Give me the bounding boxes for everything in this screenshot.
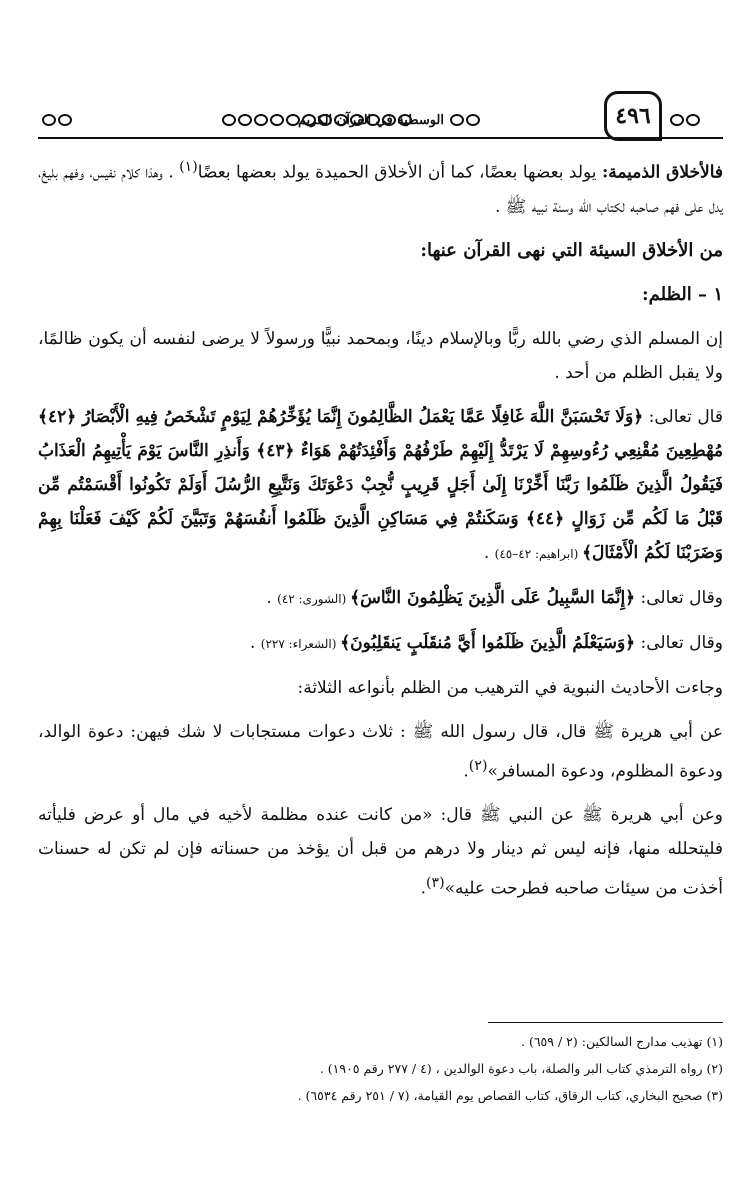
quran-quote-3: وقال تعالى: ﴿وَسَيَعْلَمُ الَّذِينَ ظَلَمُوا أَيَّ مُنقَلَبٍ يَنقَلِبُونَ﴾ (الشعراء: ٢٢٧) . <box>249 632 723 653</box>
footnote: (٢) رواه الترمذي كتاب البر والصلة، باب دعوة الوالدين ، (٤ / ٢٧٧ رقم ١٩٠٥) . <box>319 1061 723 1076</box>
footnotes <box>38 1028 723 1109</box>
verse-reference: (الشورى: ٤٢) <box>277 591 351 606</box>
ornament-icon <box>450 113 480 127</box>
paragraph-1: فالأخلاق الذميمة: يولد بعضها بعضًا، كما أن الأخلاق الحميدة يولد بعضها بعضًا$^{(١)}$ . وهذا كلام نفيس، وفهم بليغ، يدل على فهم صاحبه لكتاب الله وسنة نبيه ﷺ . <box>38 159 724 217</box>
running-title: الوسطية في القرآن الكريم <box>297 113 444 128</box>
footnote-ref: (١) <box>179 159 198 175</box>
header-rule <box>38 137 723 139</box>
footnote-rule <box>488 1022 723 1023</box>
term: فالأخلاق الذميمة: <box>601 162 724 183</box>
page-body <box>38 150 723 916</box>
quran-quote-1: قال تعالى: ﴿وَلَا تَحْسَبَنَّ اللَّهَ غَافِلًا عَمَّا يَعْمَلُ الظَّالِمُونَ إِنَّمَا يُؤَخِّرُهُمْ لِيَوْمٍ تَشْخَصُ فِيهِ الْأَبْصَارُ ﴿٤٢﴾ مُهْطِعِينَ مُقْنِعِي رُءُوسِهِمْ لَا يَرْتَدُّ إِلَيْهِمْ طَرْفُهُمْ وَأَفْئِدَتُهُمْ هَوَاءٌ ﴿٤٣﴾ وَأَنذِرِ النَّاسَ يَوْمَ يَأْتِيهِمُ الْعَذَابُ فَيَقُولُ الَّذِينَ ظَلَمُوا رَبَّنَا أَخِّرْنَا إِلَىٰ أَجَلٍ قَرِيبٍ نُّجِبْ دَعْوَتَكَ وَنَتَّبِعِ الرُّسُلَ أَوَلَمْ تَكُونُوا أَقْسَمْتُم مِّن قَبْلُ مَا لَكُم مِّن زَوَالٍ ﴿٤٤﴾ وَسَكَنتُمْ فِي مَسَاكِنِ الَّذِينَ ظَلَمُوا أَنفُسَهُمْ وَتَبَيَّنَ لَكُمْ كَيْفَ فَعَلْنَا بِهِمْ وَضَرَبْنَا لَكُمُ الْأَمْثَالَ﴾ (ابراهيم: ٤٢–٤٥) . <box>38 406 724 563</box>
footnote: (٣) صحيح البخاري، كتاب الرقاق، كتاب القصاص يوم القيامة، (٧ / ٢٥١ رقم ٦٥٣٤) . <box>297 1088 723 1103</box>
section-heading: من الأخلاق السيئة التي نهى القرآن عنها: <box>420 239 723 261</box>
footnote-ref: (٢) <box>468 757 488 774</box>
ornament-icon <box>670 113 700 127</box>
footnote: (١) تهذيب مدارج السالكين: (٢ / ٦٥٩) . <box>521 1034 723 1049</box>
subsection-heading: ١ – الظلم: <box>641 283 723 305</box>
hadith-1: عن أبي هريرة ﷺ قال، قال رسول الله ﷺ : ثلاث دعوات مستجابات لا شك فيهن: دعوة الوالد، ودعوة المظلوم، ودعوة المسافر»$^{(٢)}$. <box>38 721 723 782</box>
verse-reference: (ابراهيم: ٤٢–٤٥) <box>494 546 583 561</box>
verse-reference: (الشعراء: ٢٢٧) <box>260 636 341 651</box>
paragraph-6: وجاءت الأحاديث النبوية في الترهيب من الظلم بأنواعه الثلاثة: <box>297 677 723 698</box>
page-number: ٤٩٦ <box>604 91 662 141</box>
ornament-icon <box>42 113 72 127</box>
paragraph-2: إن المسلم الذي رضي بالله ربًّا وبالإسلام دينًا، وبمحمد نبيًّا ورسولاً لا يرضى لنفسه أن يكون ظالمًا، ولا يقبل الظلم من أحد . <box>38 328 723 383</box>
quran-quote-2: وقال تعالى: ﴿إِنَّمَا السَّبِيلُ عَلَى الَّذِينَ يَظْلِمُونَ النَّاسَ﴾ (الشورى: ٤٢) . <box>266 587 723 608</box>
hadith-2: وعن أبي هريرة ﷺ عن النبي ﷺ قال: «من كانت عنده مظلمة لأخيه في مال أو عرض فليأته فليتحلله منها، فإنه ليس ثم دينار ولا درهم من قبل أن يؤخذ من حسناته فإن لم تكن له حسنات أخذت من سيئات صاحبه فطرحت عليه»$^{(٣)}$. <box>38 805 723 899</box>
ornament-band-icon <box>222 113 412 127</box>
footnote-ref: (٣) <box>425 875 445 892</box>
page-header <box>38 85 723 145</box>
